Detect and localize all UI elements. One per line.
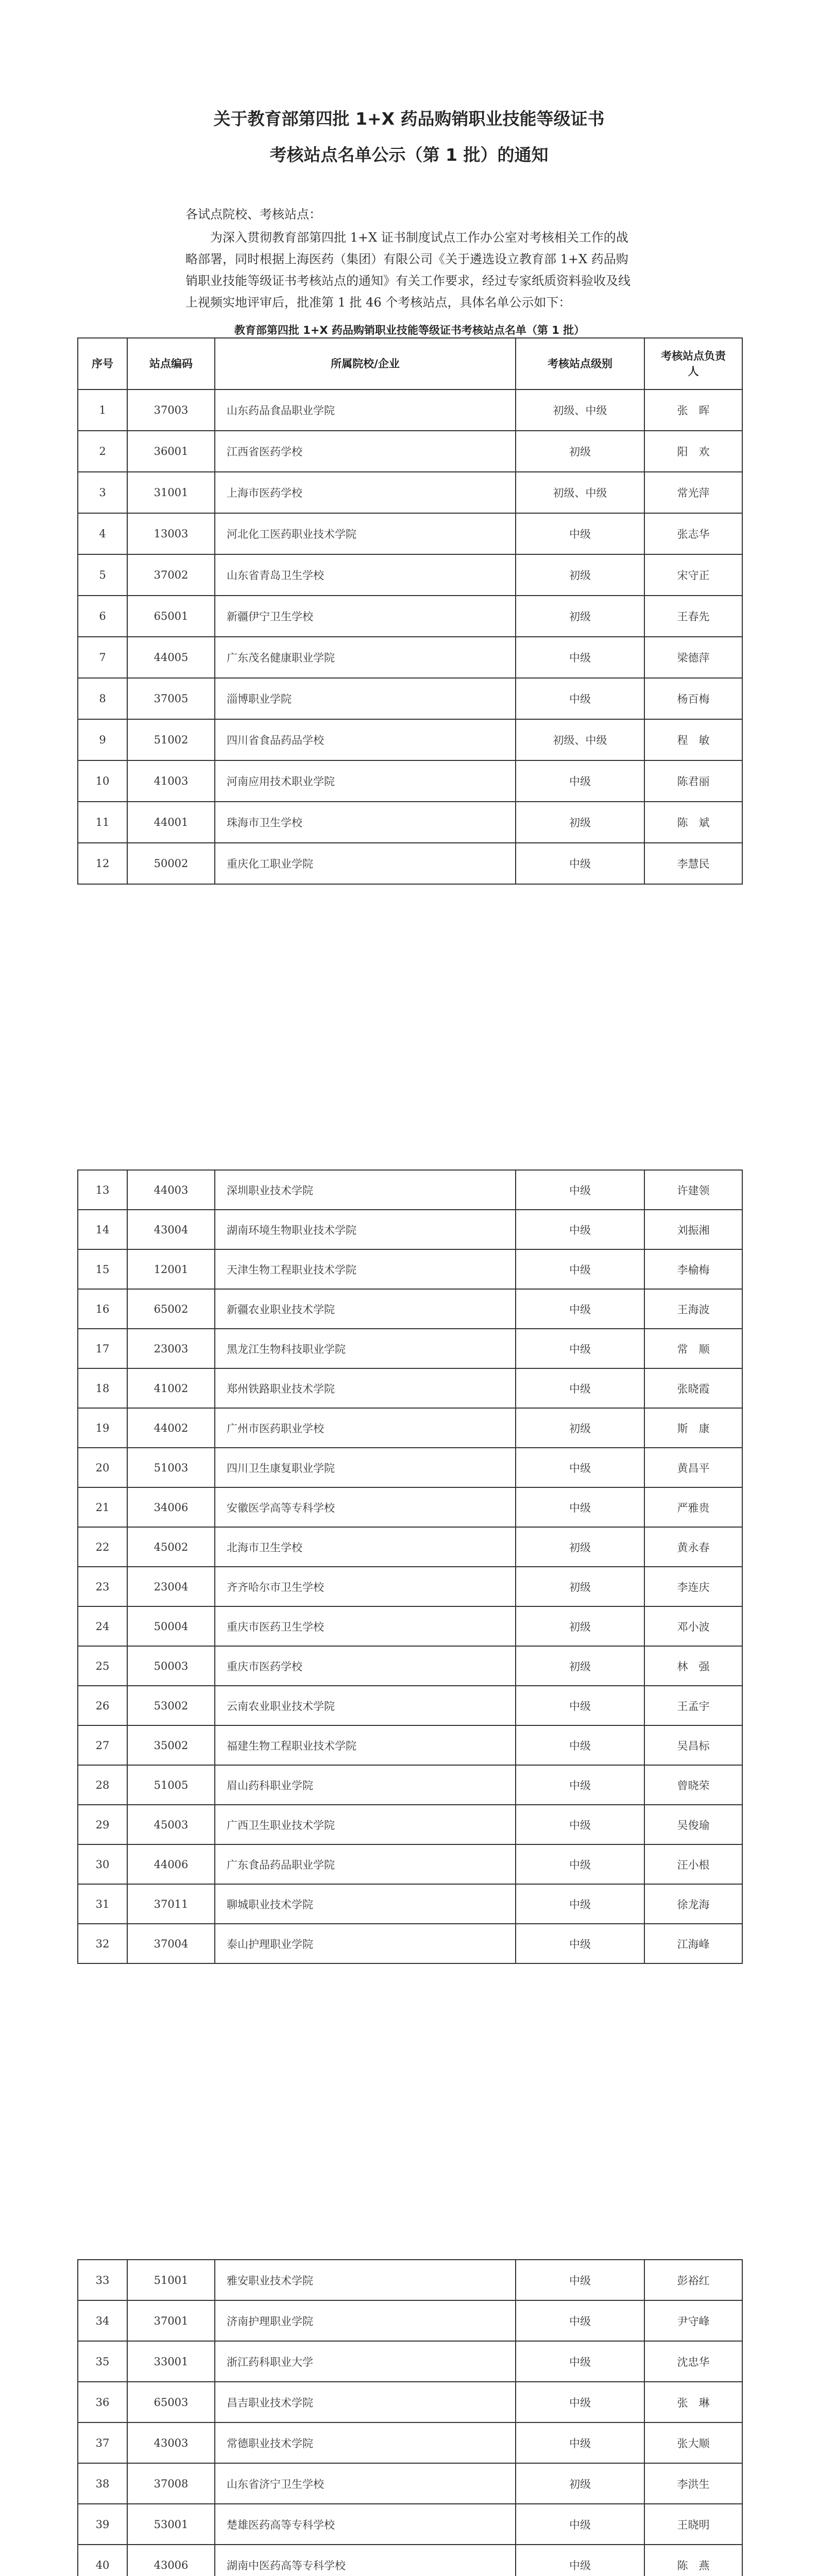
cell-person: 沈忠华 [644,2341,742,2382]
cell-level: 中级 [516,678,644,719]
cell-index: 39 [78,2504,127,2545]
table-row [78,1249,742,1289]
table-row [78,2260,742,2300]
cell-level: 初级 [516,1527,644,1567]
cell-code: 43004 [127,1210,215,1249]
cell-code: 50004 [127,1606,215,1646]
cell-school: 眉山药科职业学院 [215,1765,516,1805]
cell-person: 张志华 [644,513,742,554]
cell-school: 济南护理职业学院 [215,2300,516,2341]
cell-code: 37002 [127,554,215,596]
cell-school: 雅安职业技术学院 [215,2260,516,2300]
intro-paragraph: 为深入贯彻教育部第四批 1+X 证书制度试点工作办公室对考核相关工作的战略部署，同时根据上海医药（集团）有限公司《关于遴选设立教育部 1+X 药品购销职业技能等级证书考核站点的通知》有关工作要求，经过专家纸质资料验收及线上视频实地评审后，批准第 1 批 46 个考核站点，具体名单公示如下： [185,230,630,310]
table-row [78,513,742,554]
cell-school: 新疆农业职业技术学院 [215,1289,516,1329]
cell-person: 陈君丽 [644,760,742,802]
table-row [78,2422,742,2463]
cell-person: 王海波 [644,1289,742,1329]
cell-code: 36001 [127,431,215,472]
cell-code: 34006 [127,1487,215,1527]
cell-level: 初级 [516,1567,644,1606]
cell-code: 53002 [127,1686,215,1725]
cell-code: 23003 [127,1329,215,1368]
table-row [78,2300,742,2341]
header-level: 考核站点级别 [516,338,644,389]
cell-person: 黄昌平 [644,1448,742,1487]
table-row [78,1289,742,1329]
cell-level: 中级 [516,2300,644,2341]
cell-level: 中级 [516,637,644,678]
cell-code: 44003 [127,1170,215,1210]
cell-school: 重庆市医药学校 [215,1646,516,1686]
cell-code: 37008 [127,2463,215,2504]
table-row [78,1408,742,1448]
cell-code: 37005 [127,678,215,719]
table-row [78,1725,742,1765]
table-row [78,637,742,678]
cell-school: 重庆化工职业学院 [215,843,516,884]
cell-person: 张 晖 [644,389,742,431]
table-row [78,1924,742,1963]
cell-level: 中级 [516,513,644,554]
cell-level: 初级 [516,1646,644,1686]
cell-school: 珠海市卫生学校 [215,802,516,843]
cell-person: 吴俊瑜 [644,1805,742,1844]
cell-school: 广东茂名健康职业学院 [215,637,516,678]
cell-school: 新疆伊宁卫生学校 [215,596,516,637]
cell-index: 9 [78,719,127,760]
cell-person: 王晓明 [644,2504,742,2545]
cell-school: 深圳职业技术学院 [215,1170,516,1210]
cell-index: 22 [78,1527,127,1567]
cell-index: 23 [78,1567,127,1606]
cell-school: 楚雄医药高等专科学校 [215,2504,516,2545]
cell-level: 中级 [516,843,644,884]
cell-school: 河北化工医药职业技术学院 [215,513,516,554]
cell-code: 41002 [127,1368,215,1408]
table-row [78,678,742,719]
cell-index: 8 [78,678,127,719]
cell-index: 31 [78,1884,127,1924]
cell-index: 11 [78,802,127,843]
cell-code: 37004 [127,1924,215,1963]
cell-code: 44006 [127,1844,215,1884]
cell-person: 严雅贵 [644,1487,742,1527]
cell-index: 5 [78,554,127,596]
table-row [78,1765,742,1805]
cell-school: 泰山护理职业学院 [215,1924,516,1963]
cell-index: 29 [78,1805,127,1844]
cell-code: 65003 [127,2382,215,2422]
cell-level: 中级 [516,1249,644,1289]
cell-index: 19 [78,1408,127,1448]
cell-index: 3 [78,472,127,513]
table-row [78,1368,742,1408]
cell-school: 山东省济宁卫生学校 [215,2463,516,2504]
cell-person: 李榆梅 [644,1249,742,1289]
cell-school: 安徽医学高等专科学校 [215,1487,516,1527]
cell-level: 中级 [516,1725,644,1765]
table-row [78,1487,742,1527]
cell-index: 14 [78,1210,127,1249]
cell-code: 51001 [127,2260,215,2300]
table-row [78,554,742,596]
station-table-part2 [77,1170,743,1964]
cell-person: 程 敏 [644,719,742,760]
cell-level: 中级 [516,1210,644,1249]
table-title: 教育部第四批 1+X 药品购销职业技能等级证书考核站点名单（第 1 批） [234,324,585,336]
cell-level: 中级 [516,1448,644,1487]
cell-level: 初级 [516,2463,644,2504]
table-header-row [78,338,742,389]
header-code: 站点编码 [127,338,215,389]
cell-person: 梁德萍 [644,637,742,678]
cell-code: 33001 [127,2341,215,2382]
table-row [78,1686,742,1725]
cell-person: 李洪生 [644,2463,742,2504]
cell-code: 50003 [127,1646,215,1686]
table-row [78,2504,742,2545]
table-row [78,1448,742,1487]
cell-code: 41003 [127,760,215,802]
cell-person: 李慧民 [644,843,742,884]
cell-school: 广东食品药品职业学院 [215,1844,516,1884]
header-index: 序号 [78,338,127,389]
cell-index: 26 [78,1686,127,1725]
cell-person: 曾晓荣 [644,1765,742,1805]
cell-index: 34 [78,2300,127,2341]
cell-code: 51005 [127,1765,215,1805]
cell-index: 28 [78,1765,127,1805]
cell-person: 刘振湘 [644,1210,742,1249]
cell-code: 37011 [127,1884,215,1924]
cell-person: 邓小波 [644,1606,742,1646]
table-row [78,2382,742,2422]
cell-level: 中级 [516,1329,644,1368]
cell-level: 中级 [516,1170,644,1210]
table-row [78,719,742,760]
cell-person: 吴昌标 [644,1725,742,1765]
cell-index: 35 [78,2341,127,2382]
table-row [78,431,742,472]
header-person: 考核站点负责人 [644,338,742,389]
cell-index: 17 [78,1329,127,1368]
cell-code: 44002 [127,1408,215,1448]
cell-index: 15 [78,1249,127,1289]
cell-person: 宋守正 [644,554,742,596]
cell-index: 33 [78,2260,127,2300]
cell-school: 四川省食品药品学校 [215,719,516,760]
cell-level: 中级 [516,1686,644,1725]
cell-person: 黄永春 [644,1527,742,1567]
cell-level: 初级 [516,596,644,637]
cell-index: 25 [78,1646,127,1686]
cell-index: 38 [78,2463,127,2504]
cell-level: 初级 [516,1606,644,1646]
cell-person: 江海峰 [644,1924,742,1963]
cell-level: 中级 [516,1289,644,1329]
cell-level: 中级 [516,2504,644,2545]
table-row [78,843,742,884]
cell-level: 初级、中级 [516,719,644,760]
cell-code: 53001 [127,2504,215,2545]
cell-school: 山东药品食品职业学院 [215,389,516,431]
cell-code: 37003 [127,389,215,431]
cell-index: 2 [78,431,127,472]
cell-school: 聊城职业技术学院 [215,1884,516,1924]
header-school: 所属院校/企业 [215,338,516,389]
table-row [78,1170,742,1210]
cell-level: 中级 [516,2545,644,2576]
cell-level: 中级 [516,1805,644,1844]
table-row [78,1527,742,1567]
cell-school: 云南农业职业技术学院 [215,1686,516,1725]
cell-level: 中级 [516,1487,644,1527]
table-row [78,389,742,431]
cell-person: 李连庆 [644,1567,742,1606]
document-title-line2: 考核站点名单公示（第 1 批）的通知 [269,145,549,165]
cell-code: 51003 [127,1448,215,1487]
cell-person: 徐龙海 [644,1884,742,1924]
cell-person: 斯 康 [644,1408,742,1448]
cell-code: 44005 [127,637,215,678]
table-row [78,472,742,513]
cell-person: 常光萍 [644,472,742,513]
cell-person: 阳 欢 [644,431,742,472]
cell-index: 36 [78,2382,127,2422]
cell-school: 山东省青岛卫生学校 [215,554,516,596]
salutation: 各试点院校、考核站点： [185,207,321,222]
cell-level: 初级 [516,802,644,843]
cell-school: 昌吉职业技术学院 [215,2382,516,2422]
table-row [78,1884,742,1924]
cell-code: 50002 [127,843,215,884]
cell-person: 汪小根 [644,1844,742,1884]
cell-school: 黑龙江生物科技职业学院 [215,1329,516,1368]
cell-code: 45003 [127,1805,215,1844]
table-row [78,596,742,637]
table-row [78,760,742,802]
cell-person: 张 琳 [644,2382,742,2422]
cell-level: 中级 [516,1368,644,1408]
cell-person: 王春先 [644,596,742,637]
cell-person: 常 顺 [644,1329,742,1368]
cell-level: 中级 [516,1765,644,1805]
cell-code: 23004 [127,1567,215,1606]
cell-level: 中级 [516,2341,644,2382]
cell-code: 51002 [127,719,215,760]
document-title-line1: 关于教育部第四批 1+X 药品购销职业技能等级证书 [213,109,605,129]
cell-school: 广西卫生职业技术学院 [215,1805,516,1844]
cell-code: 43003 [127,2422,215,2463]
cell-code: 43006 [127,2545,215,2576]
cell-person: 王孟宇 [644,1686,742,1725]
cell-school: 浙江药科职业大学 [215,2341,516,2382]
cell-level: 中级 [516,1844,644,1884]
cell-index: 21 [78,1487,127,1527]
cell-school: 齐齐哈尔市卫生学校 [215,1567,516,1606]
cell-person: 许建领 [644,1170,742,1210]
cell-code: 35002 [127,1725,215,1765]
cell-school: 常德职业技术学院 [215,2422,516,2463]
cell-school: 广州市医药职业学校 [215,1408,516,1448]
table-row [78,1844,742,1884]
cell-index: 18 [78,1368,127,1408]
cell-level: 初级、中级 [516,389,644,431]
cell-school: 湖南中医药高等专科学校 [215,2545,516,2576]
cell-person: 张大顺 [644,2422,742,2463]
table-row [78,2545,742,2576]
table-row [78,1606,742,1646]
cell-level: 中级 [516,2422,644,2463]
table-row [78,1329,742,1368]
cell-index: 1 [78,389,127,431]
cell-index: 24 [78,1606,127,1646]
cell-person: 林 强 [644,1646,742,1686]
cell-index: 40 [78,2545,127,2576]
cell-code: 65002 [127,1289,215,1329]
cell-school: 重庆市医药卫生学校 [215,1606,516,1646]
cell-level: 中级 [516,2260,644,2300]
cell-level: 初级 [516,554,644,596]
cell-index: 4 [78,513,127,554]
table-row [78,1805,742,1844]
table-row [78,2341,742,2382]
station-table-part1 [77,337,743,885]
cell-index: 20 [78,1448,127,1487]
cell-level: 中级 [516,1884,644,1924]
cell-person: 杨百梅 [644,678,742,719]
table-row [78,1210,742,1249]
cell-code: 37001 [127,2300,215,2341]
cell-index: 6 [78,596,127,637]
table-row [78,1646,742,1686]
cell-level: 中级 [516,1924,644,1963]
cell-school: 福建生物工程职业技术学院 [215,1725,516,1765]
cell-person: 陈 斌 [644,802,742,843]
cell-school: 郑州铁路职业技术学院 [215,1368,516,1408]
cell-code: 12001 [127,1249,215,1289]
cell-index: 27 [78,1725,127,1765]
cell-code: 45002 [127,1527,215,1567]
table-row [78,802,742,843]
cell-school: 上海市医药学校 [215,472,516,513]
cell-level: 初级、中级 [516,472,644,513]
cell-level: 中级 [516,760,644,802]
cell-index: 37 [78,2422,127,2463]
table-row [78,1567,742,1606]
cell-code: 13003 [127,513,215,554]
cell-person: 尹守峰 [644,2300,742,2341]
cell-index: 10 [78,760,127,802]
cell-school: 湖南环境生物职业技术学院 [215,1210,516,1249]
cell-level: 初级 [516,1408,644,1448]
cell-person: 陈 燕 [644,2545,742,2576]
cell-index: 12 [78,843,127,884]
table-row [78,2463,742,2504]
cell-person: 彭裕红 [644,2260,742,2300]
cell-level: 中级 [516,2382,644,2422]
cell-person: 张晓霞 [644,1368,742,1408]
cell-code: 31001 [127,472,215,513]
cell-code: 65001 [127,596,215,637]
cell-school: 河南应用技术职业学院 [215,760,516,802]
cell-school: 北海市卫生学校 [215,1527,516,1567]
cell-index: 32 [78,1924,127,1963]
cell-index: 30 [78,1844,127,1884]
cell-school: 淄博职业学院 [215,678,516,719]
cell-school: 江西省医药学校 [215,431,516,472]
cell-code: 44001 [127,802,215,843]
cell-index: 16 [78,1289,127,1329]
station-table-part3 [77,2259,743,2576]
cell-level: 初级 [516,431,644,472]
cell-index: 7 [78,637,127,678]
cell-index: 13 [78,1170,127,1210]
cell-school: 天津生物工程职业技术学院 [215,1249,516,1289]
cell-school: 四川卫生康复职业学院 [215,1448,516,1487]
